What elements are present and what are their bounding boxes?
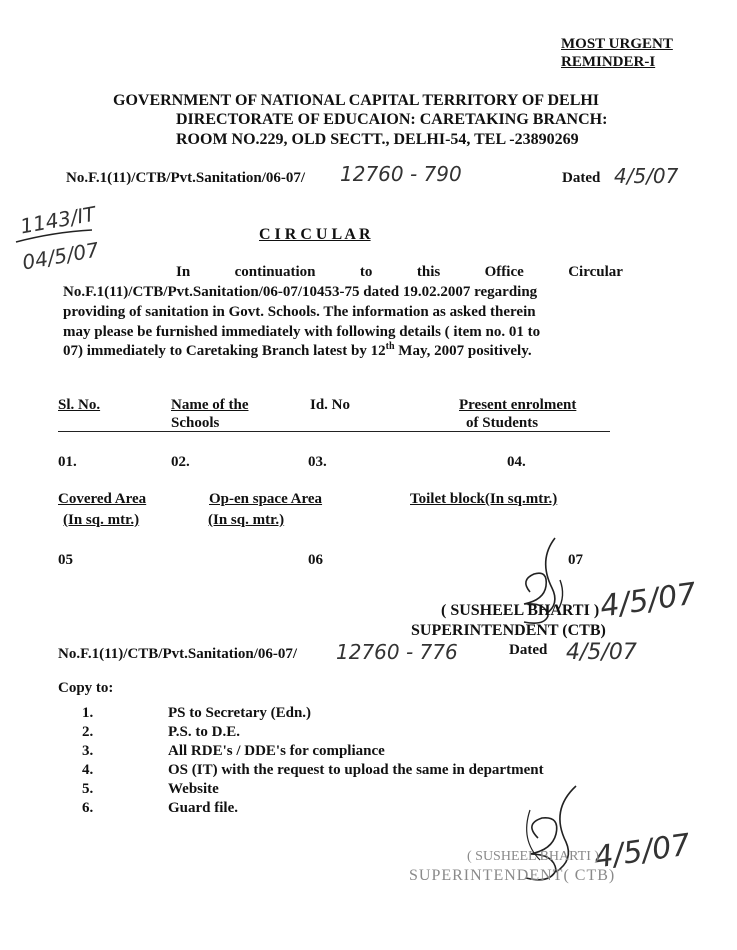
item-number-01: 01. bbox=[58, 454, 77, 470]
table-header-divider bbox=[58, 431, 610, 432]
item-number-04: 04. bbox=[507, 454, 526, 470]
reminder-label: REMINDER-I bbox=[561, 54, 656, 70]
body-line-5-start: 07) immediately to Caretaking Branch latest by 12 bbox=[63, 343, 386, 359]
item-number-02: 02. bbox=[171, 454, 190, 470]
signature-1-handwritten-date: 4/5/07 bbox=[598, 576, 699, 625]
body-line-4: may please be furnished immediately with following details ( item no. 01 to bbox=[63, 324, 541, 340]
body-first-line bbox=[176, 262, 623, 282]
column-sl-no: Sl. No. bbox=[58, 397, 101, 413]
body-word: In bbox=[176, 264, 191, 280]
body-line-5-end: May, 2007 positively. bbox=[394, 343, 532, 359]
reference-handwritten-number: 12760 - 790 bbox=[340, 162, 462, 186]
body-line-3: providing of sanitation in Govt. Schools. The information as asked therein bbox=[63, 304, 536, 320]
copy-item-number: 2. bbox=[82, 724, 94, 740]
body-word: Office bbox=[484, 264, 524, 280]
circular-title: C I R C U L A R bbox=[259, 226, 371, 243]
most-urgent-label: MOST URGENT bbox=[561, 36, 673, 52]
signature-1-designation: SUPERINTENDENT (CTB) bbox=[411, 622, 606, 639]
copy-item-number: 6. bbox=[82, 800, 94, 816]
copy-item-number: 3. bbox=[82, 743, 94, 759]
column-open-space-line1: Op-en space Area bbox=[209, 491, 323, 507]
margin-note-number: 1143/IT bbox=[18, 201, 98, 239]
body-word: continuation bbox=[234, 264, 316, 280]
column-id-no: Id. No bbox=[310, 397, 351, 413]
copy-item-text: Website bbox=[168, 781, 219, 797]
copy-item-number: 5. bbox=[82, 781, 94, 797]
copy-to-label: Copy to: bbox=[58, 680, 114, 696]
copy-item-text: PS to Secretary (Edn.) bbox=[168, 705, 312, 721]
copy-item-text: Guard file. bbox=[168, 800, 238, 816]
item-number-05: 05 bbox=[58, 552, 73, 568]
header-address: ROOM NO.229, OLD SECTT., DELHI-54, TEL -23890269 bbox=[176, 131, 579, 148]
body-line-2: No.F.1(11)/CTB/Pvt.Sanitation/06-07/10453-75 dated 19.02.2007 regarding bbox=[63, 284, 538, 300]
item-number-03: 03. bbox=[308, 454, 327, 470]
copy-item-number: 1. bbox=[82, 705, 94, 721]
column-school-name-line2: Schools bbox=[171, 415, 220, 431]
body-word: Circular bbox=[568, 264, 623, 280]
column-toilet-block: Toilet block(In sq.mtr.) bbox=[410, 491, 558, 507]
body-line-5 bbox=[63, 341, 623, 361]
signature-2-designation: SUPERINTENDENT( CTB) bbox=[409, 867, 616, 884]
reference-handwritten-date: 4/5/07 bbox=[614, 164, 679, 188]
item-number-07: 07 bbox=[568, 552, 583, 568]
header-directorate: DIRECTORATE OF EDUCAION: CARETAKING BRANCH: bbox=[176, 111, 608, 128]
signature-1-name: ( SUSHEEL BHARTI ) bbox=[441, 602, 600, 619]
reference-2-handwritten-number: 12760 - 776 bbox=[336, 640, 458, 664]
margin-note-date: 04/5/07 bbox=[20, 237, 101, 275]
copy-item-text: OS (IT) with the request to upload the same in department bbox=[168, 762, 544, 778]
column-enrolment-line2: of Students bbox=[466, 415, 539, 431]
column-covered-area-line1: Covered Area bbox=[58, 491, 147, 507]
signature-2-name: ( SUSHEEL BHARTI ) bbox=[467, 849, 600, 864]
signature-2-handwritten-date: 4/5/07 bbox=[592, 827, 693, 876]
body-word: this bbox=[416, 264, 441, 280]
column-school-name-line1: Name of the bbox=[171, 397, 249, 413]
copy-item-number: 4. bbox=[82, 762, 94, 778]
reference-2-handwritten-date: 4/5/07 bbox=[566, 640, 637, 665]
reference-number: No.F.1(11)/CTB/Pvt.Sanitation/06-07/ bbox=[66, 170, 306, 186]
item-number-06: 06 bbox=[308, 552, 323, 568]
body-line-5-superscript: th bbox=[385, 341, 395, 352]
column-enrolment-line1: Present enrolment bbox=[459, 397, 577, 413]
reference-2-dated-label: Dated bbox=[509, 642, 548, 658]
reference-dated-label: Dated bbox=[562, 170, 601, 186]
copy-item-text: P.S. to D.E. bbox=[168, 724, 240, 740]
column-covered-area-line2: (In sq. mtr.) bbox=[63, 512, 140, 528]
header-government: GOVERNMENT OF NATIONAL CAPITAL TERRITORY OF DELHI bbox=[113, 92, 600, 109]
column-open-space-line2: (In sq. mtr.) bbox=[208, 512, 285, 528]
reference-2-number: No.F.1(11)/CTB/Pvt.Sanitation/06-07/ bbox=[58, 646, 298, 662]
body-word: to bbox=[359, 264, 373, 280]
copy-item-text: All RDE's / DDE's for compliance bbox=[168, 743, 385, 759]
